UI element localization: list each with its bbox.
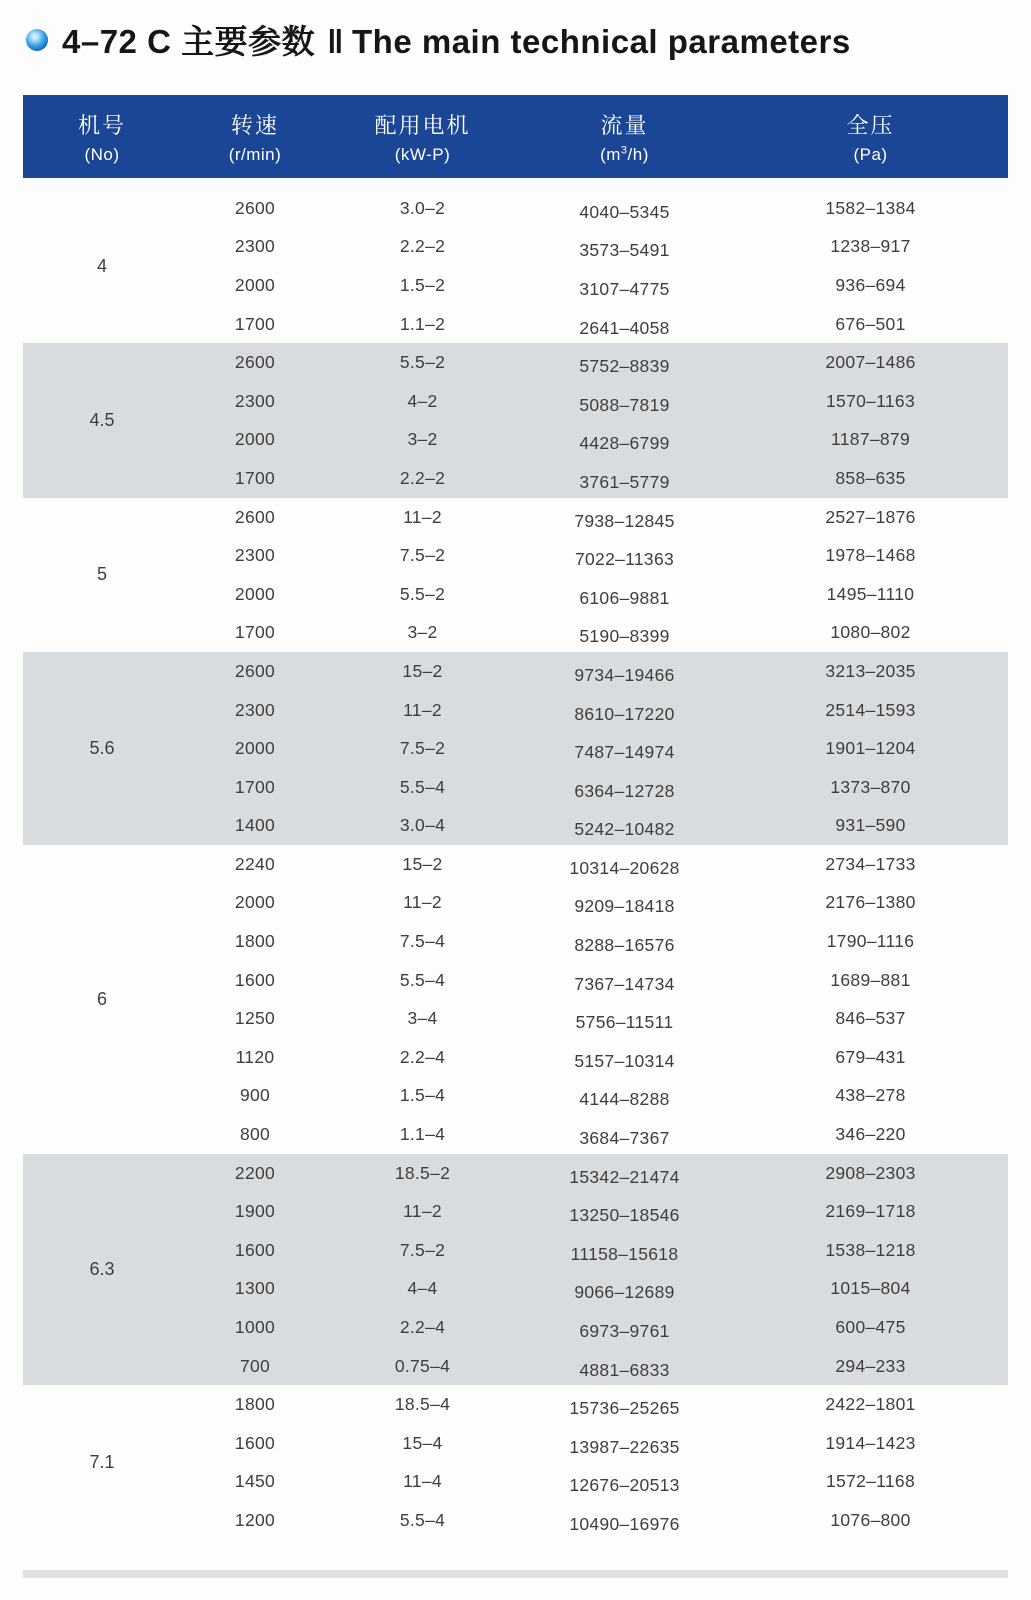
cell-motor: 3–2 (407, 429, 438, 450)
table-row (181, 691, 1008, 730)
cell-motor: 5.5–2 (399, 352, 446, 373)
table-row (181, 575, 1008, 614)
cell-pressure: 936–694 (835, 274, 906, 295)
cell-motor: 11–2 (403, 892, 442, 913)
cell-motor: 11–2 (403, 1201, 442, 1222)
column-header-unit: (Pa) (853, 144, 888, 164)
column-header-cn: 转速 (230, 112, 279, 138)
cell-motor: 0.75–4 (394, 1355, 451, 1376)
cell-motor: 3–2 (407, 622, 438, 643)
cell-flow: 4144–8288 (579, 1089, 670, 1110)
group-no: 4.5 (89, 410, 115, 431)
cell-pressure: 931–590 (835, 815, 906, 836)
cell-flow: 5752–8839 (579, 356, 670, 377)
cell-speed: 900 (239, 1085, 271, 1106)
cell-motor: 15–2 (402, 853, 443, 874)
cell-motor: 7.5–2 (399, 545, 446, 566)
table-row (181, 228, 1008, 267)
table-row (181, 1501, 1008, 1540)
cell-flow: 3107–4775 (579, 278, 670, 299)
cell-speed: 2600 (234, 197, 276, 218)
column-header (733, 95, 1008, 178)
cell-speed: 2600 (234, 660, 276, 681)
cell-pressure: 3213–2035 (825, 660, 916, 681)
cell-pressure: 1572–1168 (826, 1471, 915, 1492)
cell-pressure: 2908–2303 (825, 1162, 916, 1183)
cell-speed: 1700 (234, 313, 276, 334)
title-chinese: 4–72 C 主要参数 (62, 23, 316, 60)
cell-motor: 18.5–4 (394, 1394, 451, 1415)
cell-pressure: 2527–1876 (825, 506, 916, 527)
cell-motor: 15–4 (402, 1432, 443, 1453)
cell-motor: 1.1–2 (399, 313, 446, 334)
cell-flow: 10314–20628 (569, 857, 680, 878)
cell-motor: 3.0–4 (399, 815, 446, 836)
cell-speed: 1700 (234, 467, 276, 488)
group-no: 6.3 (89, 1259, 115, 1280)
cell-speed: 1800 (234, 931, 276, 952)
cell-flow: 5157–10314 (574, 1050, 675, 1071)
cell-speed: 1450 (234, 1471, 276, 1492)
table-row (181, 961, 1008, 1000)
cell-pressure: 676–501 (835, 313, 906, 334)
cell-speed: 2300 (234, 545, 276, 566)
cell-speed: 700 (239, 1355, 271, 1376)
cell-pressure: 294–233 (835, 1355, 906, 1376)
cell-flow: 9066–12689 (574, 1282, 675, 1303)
cell-flow: 11158–15618 (570, 1243, 679, 1264)
column-header-cn: 流量 (600, 112, 649, 138)
column-header (516, 95, 733, 178)
cell-speed: 2300 (234, 236, 276, 257)
cell-flow: 9209–18418 (574, 896, 675, 917)
cell-flow: 5190–8399 (579, 626, 670, 647)
group-no: 6 (96, 988, 107, 1009)
table-row (181, 1154, 1008, 1193)
cell-pressure: 1538–1218 (825, 1239, 916, 1260)
cell-pressure: 1015–804 (830, 1278, 911, 1299)
table-row (181, 1463, 1008, 1502)
cell-flow: 15342–21474 (569, 1166, 680, 1187)
group-rows (181, 652, 1008, 845)
cell-flow: 6973–9761 (579, 1321, 670, 1342)
cell-speed: 1200 (234, 1509, 276, 1530)
cell-flow: 7938–12845 (574, 510, 675, 531)
cell-pressure: 2734–1733 (825, 853, 916, 874)
group-no: 7.1 (89, 1452, 115, 1473)
column-header (181, 95, 329, 178)
table-header-row (23, 95, 1008, 178)
cell-flow: 13987–22635 (569, 1436, 680, 1457)
cell-pressure: 1080–802 (830, 622, 911, 643)
group-no: 5.6 (89, 738, 115, 759)
cell-flow: 7487–14974 (574, 742, 675, 763)
cell-speed: 2300 (234, 699, 276, 720)
cell-speed: 2000 (234, 429, 276, 450)
cell-speed: 2200 (234, 1162, 276, 1183)
table-group (23, 178, 1008, 343)
cell-speed: 1300 (234, 1278, 276, 1299)
table-row (181, 1385, 1008, 1424)
cell-speed: 2000 (234, 583, 276, 604)
cell-motor: 4–4 (407, 1278, 438, 1299)
cell-speed: 1600 (234, 1239, 276, 1260)
cell-pressure: 1238–917 (830, 236, 911, 257)
cell-motor: 3.0–2 (399, 197, 446, 218)
group-no: 4 (96, 255, 107, 276)
table-row (181, 1077, 1008, 1116)
cell-speed: 2000 (234, 892, 276, 913)
cell-flow: 5242–10482 (574, 819, 675, 840)
cell-flow: 7367–14734 (574, 973, 675, 994)
cell-flow: 4040–5345 (579, 201, 670, 222)
cell-motor: 11–4 (403, 1471, 442, 1492)
cell-pressure: 2176–1380 (825, 892, 916, 913)
column-header (23, 95, 181, 178)
cell-pressure: 2514–1593 (825, 699, 916, 720)
cell-speed: 1000 (234, 1317, 276, 1338)
cell-speed: 2300 (234, 390, 276, 411)
cell-motor: 11–2 (403, 506, 442, 527)
cell-flow: 3573–5491 (579, 240, 670, 261)
cell-flow: 8288–16576 (574, 935, 675, 956)
table-row (181, 922, 1008, 961)
column-header-unit: (kW-P) (394, 144, 451, 164)
cell-pressure: 858–635 (835, 467, 906, 488)
cell-pressure: 600–475 (835, 1317, 906, 1338)
cell-pressure: 2422–1801 (825, 1394, 916, 1415)
cell-flow: 15736–25265 (569, 1398, 680, 1419)
group-rows (181, 1154, 1008, 1386)
cell-speed: 1400 (234, 815, 276, 836)
cell-motor: 5.5–4 (399, 969, 446, 990)
cell-flow: 6106–9881 (579, 587, 670, 608)
cell-motor: 18.5–2 (394, 1162, 451, 1183)
cell-pressure: 2007–1486 (825, 352, 916, 373)
table-row (181, 652, 1008, 691)
column-header-cn: 全压 (846, 112, 895, 138)
group-rows (181, 343, 1008, 497)
cell-speed: 2600 (234, 506, 276, 527)
cell-pressure: 1076–800 (830, 1509, 911, 1530)
cell-motor: 3–4 (407, 1008, 438, 1029)
group-rows (181, 845, 1008, 1154)
cell-flow: 3684–7367 (579, 1128, 670, 1149)
cell-speed: 1800 (234, 1394, 276, 1415)
table-group (23, 652, 1008, 845)
cell-motor: 2.2–4 (399, 1046, 446, 1067)
cell-pressure: 846–537 (835, 1008, 906, 1029)
group-rows (181, 498, 1008, 652)
cell-speed: 800 (239, 1124, 271, 1145)
bullet-icon (26, 29, 48, 51)
cell-pressure: 1373–870 (830, 776, 911, 797)
cell-speed: 1700 (234, 776, 276, 797)
cell-pressure: 2169–1718 (825, 1201, 916, 1222)
table-row (181, 382, 1008, 421)
cell-pressure: 1689–881 (830, 969, 911, 990)
cell-flow: 5756–11511 (575, 1012, 674, 1033)
table-row (181, 1192, 1008, 1231)
parameters-table (23, 95, 1008, 1540)
cell-speed: 1120 (235, 1046, 275, 1067)
cell-pressure: 1901–1204 (825, 738, 916, 759)
table-body (23, 178, 1008, 1540)
table-row (181, 999, 1008, 1038)
cell-motor: 7.5–2 (399, 1239, 446, 1260)
group-rows (181, 1385, 1008, 1539)
table-group (23, 1385, 1008, 1539)
cell-pressure: 1495–1110 (826, 583, 915, 604)
cell-motor: 2.2–2 (399, 236, 446, 257)
cell-flow: 13250–18546 (569, 1205, 680, 1226)
table-group (23, 1154, 1008, 1386)
table-row (181, 729, 1008, 768)
cell-speed: 1600 (234, 1432, 276, 1453)
title-english: The main technical parameters (352, 23, 851, 60)
cell-speed: 2600 (234, 352, 276, 373)
cell-flow: 3761–5779 (579, 471, 670, 492)
cell-flow: 2641–4058 (579, 317, 670, 338)
table-group (23, 343, 1008, 497)
table-row (181, 343, 1008, 382)
cell-flow: 6364–12728 (574, 780, 675, 801)
cell-motor: 1.5–2 (399, 274, 446, 295)
cell-speed: 1250 (234, 1008, 276, 1029)
group-rows (181, 189, 1008, 343)
column-header (329, 95, 516, 178)
cell-pressure: 679–431 (835, 1046, 906, 1067)
column-header-unit: $(m^3/h)$ (600, 143, 649, 164)
cell-speed: 1600 (234, 969, 276, 990)
table-row (181, 768, 1008, 807)
table-row (181, 266, 1008, 305)
next-section-strip (23, 1570, 1008, 1578)
cell-motor: 15–2 (402, 660, 443, 681)
cell-pressure: 438–278 (835, 1085, 906, 1106)
cell-motor: 5.5–4 (399, 1509, 446, 1530)
cell-speed: 1700 (234, 622, 276, 643)
table-row (181, 1038, 1008, 1077)
cell-speed: 2000 (234, 738, 276, 759)
table-row (181, 1308, 1008, 1347)
table-row (181, 305, 1008, 344)
column-header-cn: 配用电机 (374, 112, 471, 138)
cell-flow: 9734–19466 (574, 664, 675, 685)
table-row (181, 459, 1008, 498)
cell-flow: 8610–17220 (574, 703, 675, 724)
cell-pressure: 346–220 (835, 1124, 906, 1145)
cell-motor: 7.5–4 (399, 931, 446, 952)
cell-speed: 1900 (234, 1201, 276, 1222)
column-header-cn: 机号 (77, 112, 126, 138)
cell-flow: 7022–11363 (574, 549, 675, 570)
cell-motor: 2.2–2 (399, 467, 446, 488)
table-row (181, 1231, 1008, 1270)
cell-motor: 5.5–2 (399, 583, 446, 604)
cell-motor: 1.1–4 (399, 1124, 446, 1145)
title-separator: ‖ (327, 23, 345, 60)
table-row (181, 189, 1008, 228)
table-group (23, 498, 1008, 652)
cell-motor: 4–2 (407, 390, 438, 411)
page-title-bar (26, 16, 851, 63)
column-header-unit: (No) (84, 144, 120, 164)
table-row (181, 1115, 1008, 1154)
cell-flow: 4881–6833 (579, 1359, 670, 1380)
cell-flow: 4428–6799 (579, 433, 670, 454)
cell-motor: 11–2 (403, 699, 442, 720)
table-row (181, 884, 1008, 923)
cell-flow: 5088–7819 (579, 394, 670, 415)
table-row (181, 421, 1008, 460)
cell-motor: 1.5–4 (399, 1085, 446, 1106)
table-row (181, 1347, 1008, 1386)
cell-motor: 7.5–2 (399, 738, 446, 759)
page-title (62, 16, 851, 63)
cell-pressure: 1978–1468 (825, 545, 916, 566)
table-row (181, 498, 1008, 537)
cell-speed: 2000 (234, 274, 276, 295)
cell-motor: 2.2–4 (399, 1317, 446, 1338)
table-group (23, 845, 1008, 1154)
group-no: 5 (96, 564, 107, 585)
cell-flow: 10490–16976 (569, 1513, 680, 1534)
cell-speed: 2240 (234, 853, 276, 874)
cell-pressure: 1790–1116 (826, 931, 915, 952)
table-row (181, 614, 1008, 653)
cell-pressure: 1187–879 (831, 429, 910, 450)
table-row (181, 1270, 1008, 1309)
cell-motor: 5.5–4 (399, 776, 446, 797)
cell-pressure: 1570–1163 (826, 390, 915, 411)
cell-flow: 12676–20513 (569, 1475, 680, 1496)
cell-pressure: 1914–1423 (825, 1432, 916, 1453)
table-row (181, 845, 1008, 884)
table-row (181, 536, 1008, 575)
column-header-unit: (r/min) (228, 144, 282, 164)
cell-pressure: 1582–1384 (825, 197, 916, 218)
table-row (181, 807, 1008, 846)
table-row (181, 1424, 1008, 1463)
